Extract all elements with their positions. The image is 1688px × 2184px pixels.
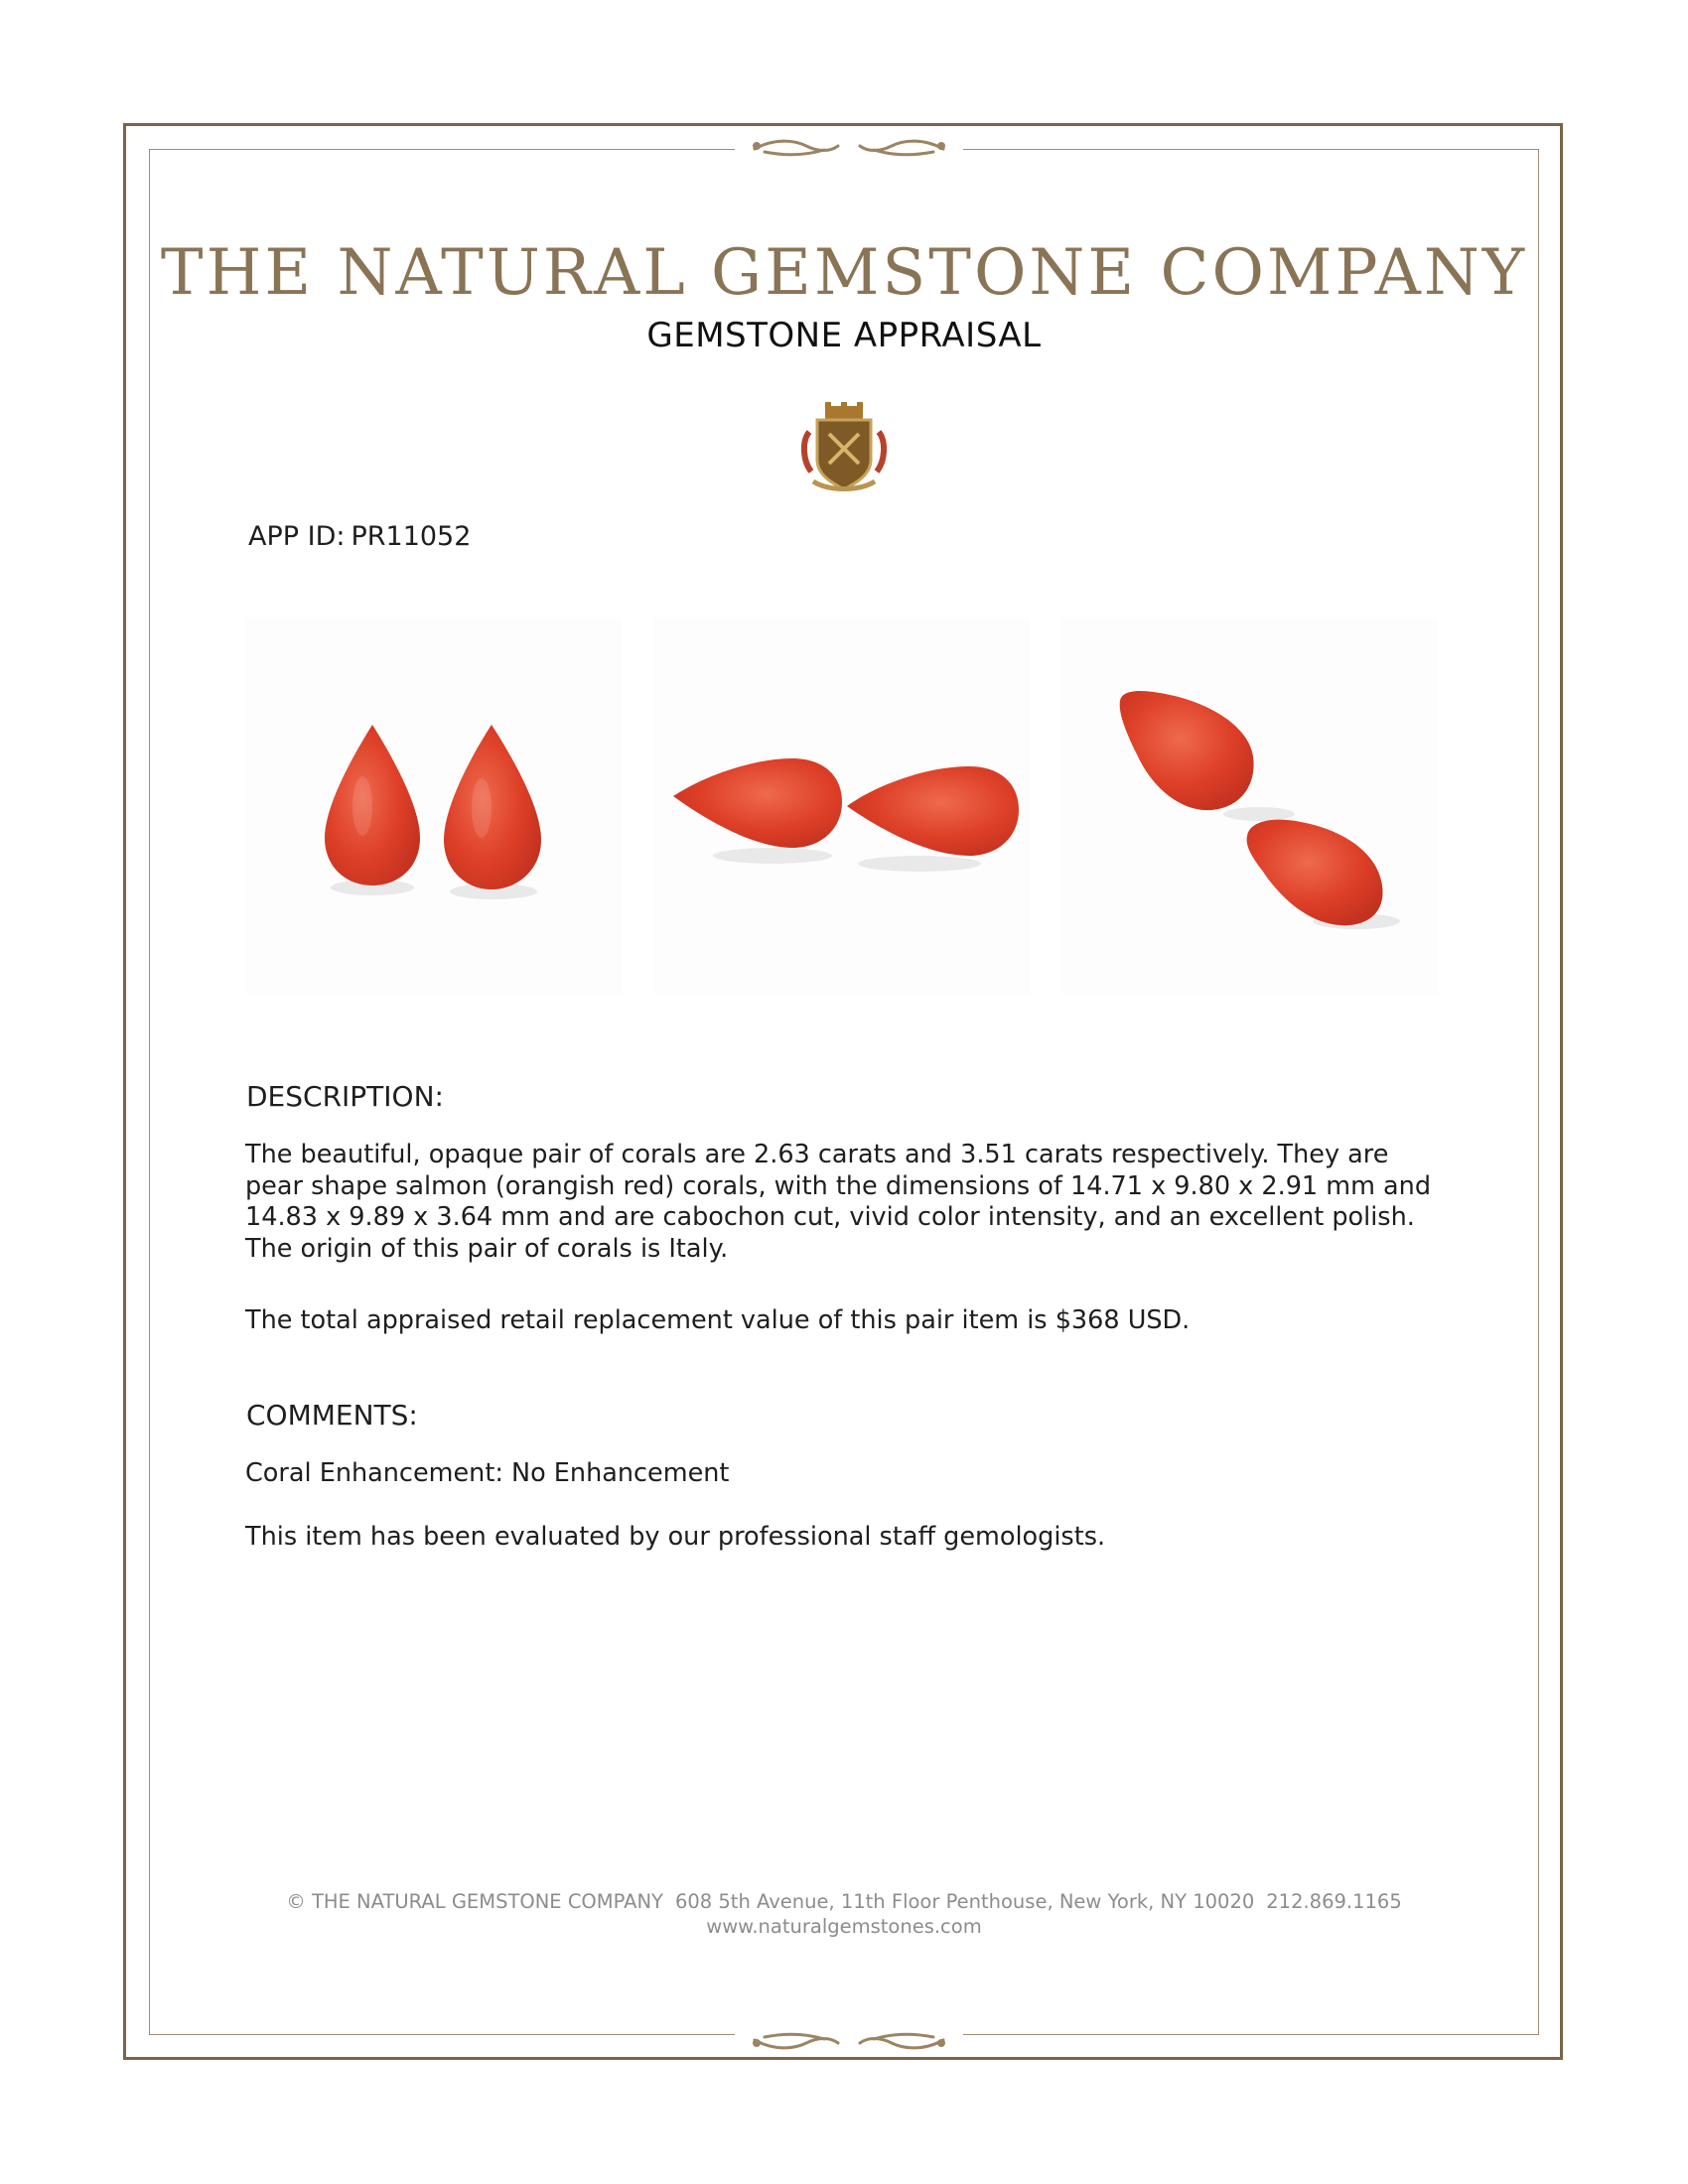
coral-photo-front	[245, 617, 623, 995]
coral-photo-angled	[1060, 617, 1438, 995]
bottom-flourish-icon	[735, 2025, 963, 2055]
evaluation-text: This item has been evaluated by our professional staff gemologists.	[245, 1522, 1106, 1552]
coral-pair-side-view-icon	[653, 617, 1031, 995]
coral-pair-angled-view-icon	[1060, 617, 1438, 995]
footer-company: © THE NATURAL GEMSTONE COMPANY	[286, 1890, 663, 1913]
coral-pair-front-view-icon	[245, 617, 623, 995]
footer-address: 608 5th Avenue, 11th Floor Penthouse, New York, NY 10020	[674, 1890, 1255, 1913]
app-id-value: PR11052	[351, 521, 472, 552]
comments-heading: COMMENTS:	[246, 1399, 418, 1432]
document-title: GEMSTONE APPRAISAL	[646, 316, 1042, 355]
footer-phone: 212.869.1165	[1266, 1890, 1402, 1913]
top-flourish-icon	[735, 134, 963, 164]
description-heading: DESCRIPTION:	[246, 1080, 444, 1113]
appraised-value-text: The total appraised retail replacement value of this pair item is $368 USD.	[245, 1305, 1191, 1335]
description-text: The beautiful, opaque pair of corals are 2.63 carats and 3.51 carats respectively. They are pear shape salmon (orangish red) corals, with the dimensions of 14.71 x 9.80 x 2.91 mm and 14.83 x 9.89 x 3.64 mm and are cabochon cut, vivid color intensity, and an excellent polish. The origin of this pair of corals is Italy.	[245, 1140, 1432, 1264]
company-crest-icon	[799, 402, 889, 496]
footer-contact	[0, 1890, 1688, 1913]
company-name: THE NATURAL GEMSTONE COMPANY	[160, 236, 1528, 310]
app-id	[248, 521, 471, 552]
coral-photo-side	[653, 617, 1031, 995]
app-id-label: APP ID:	[248, 521, 346, 552]
enhancement-text: Coral Enhancement: No Enhancement	[245, 1458, 730, 1488]
footer-website[interactable]: www.naturalgemstones.com	[706, 1915, 982, 1938]
